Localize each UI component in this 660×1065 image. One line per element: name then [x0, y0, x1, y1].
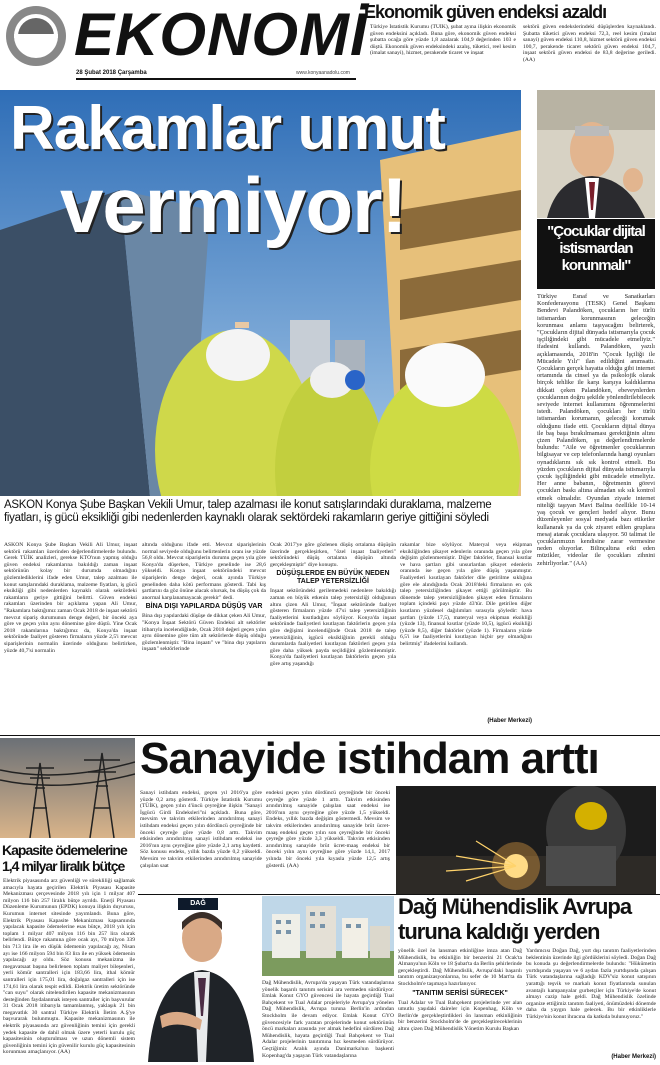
side-body: Türkiye Esnaf ve Sanatkarları Konfederasyonu (TESK) Genel Başkanı Bendevi Palandöken, çocukların her türlü istismardan korunmasının geleceğin korunması anlamı taşıyacağını belirterek, "Çocukların dijital dünyada istismarıyla çocuk işçiliğindeki gibi mücadele etmeliyiz." ifadesini kullandı. Palandöken, yazılı açıklamasında, 2018'in "Çocuk İşçiliği ile Mücadele Yılı" ilan edildiğini anımsattı. Çocukların gerçek hayatta olduğu gibi internet ortamında da cinsel ya da psikolojik olarak birçok tehlike ile karşı karşıya kaldıklarına dikkati çeken Palandöken, ebeveynlerden çocuklarının doğru şekilde yönlendirilebilecek seviyede internet kullanımını öğrenmelerini istedi. Palandöken, çocukları her türlü istismardan korumanın, geleceği korumak olduğunu ifade etti. Çocukların dijital dünya ile baş başa bırakılmaması gerektiğinin altını çizen Palandöken, şu değerlendirmelerde bulundu: "Aile ve öğretmenler çocuklarının bilgisayar ve cep telefonlarında hangi oyunları oynadıklarını sık sık kontrol etmeli. Bu yüzden çocukların dijital dünyada istismarıyla çocuk işçiliğindeki gibi mücadele etmeliyiz. Her anne babanın, öğretmenin görevi çocukları baskı altına almadan sık sık kontrol etmek olmalıdır. Oyundan ziyade internet niteliği taşıyan Mavi Balina özellikle 10-14 yaş çocuk ve gençleri hedef alıyor. Bunu düzenleyenler sosyal medyada bazı etiketler kullanarak ya da çok ziyaret edilen gruplara mesaj atarak çocuklara ulaşıyor. 50 talimat ile çocuklarımızın kendisine zarar vermesine neden oluyorlar. Bilinçaltına etki eden müzikler, videolar ile çocukları zihnini zehirliyorlar." (AA) [537, 293, 655, 567]
capacity-headline: Kapasite ödemelerine 1,4 milyar liralık bütçe [2, 842, 127, 874]
main-col4 [400, 542, 532, 732]
main-subhead-1: BİNA DIŞI YAPILARDA DÜŞÜŞ VAR [145, 603, 263, 611]
dag-credit: (Haber Merkezi) [611, 1054, 656, 1060]
main-credit: (Haber Merkezi) [487, 718, 532, 724]
dag-headline-line2: turuna kaldığı yerden [398, 919, 600, 944]
main-subhead-2: DÜŞÜŞLERDE EN BÜYÜK NEDEN TALEP YETERSİZLİĞİ [276, 570, 390, 586]
dag-col3-text: Yardımcısı Doğan Dağ, yurt dışı tanıtım faaliyetlerinden beklentinin üzerinde ilgi gördüklerini söyledi. Doğan Dağ bu konuda şu değerlendirmelerde bulundu: "Hükümetin yurtdışında yaşayan ve 6 aydan fazla yurtdışında çalışan Türk vatandaşlarına sağladığı KDV'siz konut satışının yarattığı teşvik ve markalı konut fiyatlarında sunulan avantajlı kampanyalar gurbetçiler için Türkiye'de konut almayı cazip hale geldi. Dağ Mühendislik özelinde organize ettiğimiz tanıtım faaliyeti, önümüzdeki dönemde daha da yaygın hale gelecek. Bu bir etkinliklerle Türkiye'nin konut ihracına da katkıda bulunuyoruz." [526, 948, 656, 1020]
main-col2b-text: Bina dışı yapılardaki düşüşe de dikkat çeken Ali Umur, "Konya İnşaat Sektörü Güven Endeksi alt sektörler itibarıyla incelendiğinde, Ocak 2018 değeri geçen yılın aynı dönemine göre tüm alt sektörlerde düşüş olduğu gözlemlenmiştir. "Bina inşaatı" ve "bina dışı yapıların inşaatı" sektörlerinde [142, 613, 266, 653]
dag-col2b-text: Tual Adalar ve Tual Bahçekent projelerinde yer alan umutlu yaşıdaki daireler için Kopenhag, Köln ve Berlin'de gerçekleştirdikleri ön lansman etkinliğinin bir benzerini Stockholm'de de gerçekleştireceklerinin altını çizen Dağ Mühendislik Yönetim Kurulu Başkan [398, 999, 522, 1032]
main-col3 [270, 542, 396, 732]
main-headline-line2: vermiyor! [60, 161, 407, 249]
side-headline: "Çocuklar dijital istismardan korunmalı" [547, 223, 645, 274]
top-story-headline: Ekonomik güven endeksi azaldı [364, 2, 607, 22]
masthead-rule [76, 78, 356, 80]
top-story-col1: Türkiye İstatistik Kurumu (TÜİK), şubat ayına ilişkin ekonomik güven endeksini açıkladı. Buna göre, ekonomik güven endeksi şubatta ocağa göre yüzde 1,8 azalarak 104,9 değerinden 103 e düştü. Ekonomik güven endeksindeki azalış, tüketici, reel kesim (imalat sanayi), hizmet, perakende ticaret ve inşaat [370, 24, 516, 57]
side-headline-box [537, 219, 655, 289]
dag-subhead: "TANITIM SERİSİ SÜRECEK" [412, 989, 508, 997]
building-photo [262, 896, 394, 976]
main-col3-text: Ocak 2017'ye göre gözlenen düşüş ortalama düşüşün üzerinde gerçekleşirken, "özel inşaat faaliyetleri" sektöründeki düşüş ortalama düşüşün altında gerçekleşmiştir" diye konuştu. [270, 542, 396, 568]
industry-col2: endeksi geçen yılın dördüncü çeyreğinde bir önceki çeyreğe göre yüzde 1 arttı. Takvim etkisinden arındırılmış sanayide çalışılan saat endeksi ise 2016'nın aynı çeyreğine göre yüzde 1,5 yükseldi. Endeks, yıllık bazda değişim göstermedi. Mevsim ve takvim etkilerinden arındırılmış sanayide brüt ücret-maaş endeksi geçen yılın son çeyreğinde bir önceki çeyreğe göre yüzde 3,3 yükseldi. Takvim etkisinden arındırılmış sanayide brüt ücret-maaş endeksi bir önceki yılın aynı çeyreğine göre yüzde 14,1, 2017 yılında bir önceki yıla kıyasla yüzde 12,5 artış gösterdi. (AA) [266, 790, 390, 869]
dag-col1: Dağ Mühendislik, Avrupa'da yaşayan Türk vatandaşlarına yönelik başarılı tanıtım serisini ara vermeden sürdürüyor. Emlak Konut GYO güvencesi ile hayata geçirdiği Tual Bahçekent ve Tual Adalar projeleriyle Avrupa'ya yönelen Dağ Mühendislik, Avrupa turuna Berlin'in ardından Stockholm ile devam ediyor. Emlak Konut GYO güvencesiyle fark yaratan projelerinde konut sektörünün öncü markaları arasında yer almak hedefini sürdüren Dağ Mühendislik, hayata geçirdiği Tual Bahçekent ve Tual Adalar projelerinin tanıtımına hız kesmeden sürdürüyor. Geçtiğimiz Aralık ayında Danimarka'nın başkenti Kopenhag'da yaşayan Türk vatandaşlarına [262, 980, 394, 1059]
main-col2 [142, 542, 266, 732]
main-col2-text: altında olduğunu ifade etti. Mevcut siparişlerinin normal seviyede olduğunu belirtenlerin oranı ise yüzde 56,8 oldu. Mevcut siparişlerin durumu geçen yıla göre Konya'da düşerken, Türkiye genelinde ise 28,6 yükseldi. Konya inşaat sektöründeki mevcut siparişlerin denge değeri, ocak ayında Türkiye genelinden daha kötü performans gösterdi. Tabi kış şartlarını da göz önüne alacak olursak, bu düşüş çok da anormal karşılanamayacak gerekir" dedi. [142, 542, 266, 601]
masthead-date: 28 Şubat 2018 Çarşamba [76, 70, 147, 76]
masthead-website[interactable]: www.konyaanadolu.com [296, 70, 350, 76]
dag-logo-text: DAĞ [190, 900, 206, 907]
dag-col2 [398, 948, 522, 1064]
industry-headline: Sanayide istihdam arttı [140, 734, 599, 783]
masthead [0, 0, 660, 84]
main-photo [0, 90, 521, 496]
dag-col3 [526, 948, 656, 1064]
industry-col1: Sanayi istihdam endeksi, geçen yıl 2016'ya göre yüzde 0,2 artış gösterdi. Türkiye İstatistik Kurumu (TÜİK), geçen yılın 4'üncü çeyreğine ilişkin "Sanayi İşgücü Girdi Endeksleri"ni açıkladı. Buna göre, mevsim ve takvim etkilerinden arındırılmış sanayi istihdam endeksi geçen yılın dördüncü çeyreğinde bir önceki çeyreğe göre yüzde 0,8 arttı. Takvim etkisinden arındırılmış sanayi istihdam endeksi ise 2016'nın aynı çeyreğine göre yüzde 2,1 artış kaydetti. Söz konusu endeks, yıllık bazda yüzde 0,2 yükseldi. Mevsim ve takvim etkilerinden arındırılmış sanayide çalışılan saat [140, 790, 262, 869]
top-story-col2: sektörü güven endekslerindeki düşüşlerden kaynaklandı. Şubatta tüketici güven endeksi 72,3, reel kesim (imalat sanayi) güven endeksi 110,8, hizmet sektörü güven endeksi 100,7, perakende ticaret sektörü güven endeksi 104,7, inşaat sektörü güven endeksi de 83,8 değerine geriledi. (AA) [523, 24, 656, 63]
main-col4-text: rakamlar bize söylüyor. Materyal veya ekipman eksikliğinden şikayet edenlerin oranında geçen yıla göre değişim gözlenmemiştir. Diğer faktörler, finansal kısıtlar ve hava şartları gibi unsurlardan şikayet edenlerin oranında ise geçen yıla göre düşüş yaşanmıştır. Faaliyetleri kısıtlayan faktörler dile getirilme sıklığına göre ele alındığında Ocak 2018'deki firmaların en çok talep yetersizliğinden şikayet ettiği görülmüştür. Bu dönemde talep yetersizliğinden şikayet eden firmaların toplam içindeki payı yüzde 43'tür. Dile getirilen diğer kısıtların yüzdesel dağılımları sırasıyla şöyledir: hava şartları (yüzde 17,5), materyal veya ekipman eksikliği (yüzde 13), finansal kısıtlar (yüzde 10,5), işgücü eksikliği (yüzde 8,5), diğer faktörler (yüzde 1). Firmaların yüzde 6,5'i ise faaliyetlerini kısıtlayan hiçbir şey olmadığını belirtmiş" ifadelerini kullandı. [400, 542, 532, 647]
dag-headline-line1: Dağ Mühendislik Avrupa [398, 894, 632, 919]
logo-text: EKONOMİ [74, 1, 368, 68]
dag-col2-text: yönelik özel ön lansman etkinliğine imza atan Dağ Mühendislik, bu etkinliğin bir benzerini 21 Ocak'ta Almanya'nın Köln ve 18 Şubat'ta da Berlin şehirlerinde gerçekleştirdi. Dağ Mühendislik, Avrupa'daki başarılı tanıtım organizasyonlarına, bu sefer de 10 Mart'ta da Stockholm'e taşımaya hazırlanıyor. [398, 948, 522, 987]
main-col3b-text: İnşaat sektöründeki gerilemedeki nedenlere bakıldığı zaman en büyük etkenin talep yetersizliği olduğunun altını çizen Ali Umur, "İnşaat sektöründe faaliyet gösteren firmaların yüzde 47'si talep yetersizliğinin faaliyetlerini kısıtladığını söylüyor. Konya'da inşaat sektöründe faaliyetleri kısıtlayan faktörlerin geçen yıla göre değişimi incelendiğinde Ocak 2018 de talep yetersizliğinin, işgücü eksikliğinin gerekli olduğu durumlarda faaliyetleri kısıtlayan faktörleri geçen yıla göre daha yüksek payda seçildiğini gözlemlenmiştir. Konya'da faaliyetleri kısıtlayan faktörlerin geçen yıla göre artış yaşandığı [270, 588, 396, 667]
main-col1: ASKON Konya Şube Başkan Vekili Ali Umur, inşaat sektörü rakamları üzerinden değerlendirmelerde bulundu. Gerek TÜİK analizleri, gerekse KTO'nun yapmış olduğu güven endeksi rakamlarına bakıldığı zaman inşaat sektörünün kolay bir durumda olmadığını gözlemlediklerini ifade eden Umur, talep azalması ile konut satışlarındaki duraklama, malzeme fiyatları, iş gücü eksikliği gibi nedenlerden kaynaklı olarak sektördeki rakamların geriye gittiğini belirtti. Güven endeksi rakamları üzerinden bir açıklama yapan Ali Umur, "Rakamlara baktığımız zaman Ocak 2018 de inşaat sektörü mevcut sipariş durumunun denge değeri, bir önceki aya göre ve geçen yılın aynı dönemine göre düştü. Yine Ocak 2018 rakamlarına baktığımız da, Konya'da inşaat sektöründe faaliyet gösteren firmaların yüzde 2,5'i mevcut siparişlerinin normalin üzerinde olduğunu belirtirken, yüzde 40,7'si normalin [4, 542, 137, 654]
logo-emblem-icon [4, 4, 68, 68]
dag-portrait [140, 896, 258, 1062]
main-headline-line1: Rakamlar umut [10, 94, 445, 163]
main-deck: ASKON Konya Şube Başkan Vekili Umur, talep azalması ile konut satışlarındaki duraklama, malzeme fiyatları, iş gücü eksikliği gibi nedenlerden kaynaklı olarak sektördeki rakamların geriye gittiğini söyledi [4, 499, 492, 524]
pylon-photo [0, 738, 135, 838]
dag-logo [178, 898, 218, 910]
capacity-body: Elektrik piyasasında arz güvenliği ve sürekliliği sağlamak amacıyla hayata geçirilen Elektrik Piyasası Kapasite Mekanizması çerçevesinde 2018 yılı için 1 milyar 407 milyon 116 bin 257 liralık bütçe ayrıldı. Enerji Piyasası Düzenleme Kurumunun (EPDK) konuya ilişkin duyurusu, Kurumun internet sitesinde yayımlandı. Buna göre, Elektrik Piyasası Kapasite Mekanizması kapsamında yapılacak kapasite ödemelerine esas bütçe, 2018 yılı için toplam 1 milyar 407 milyon 116 bin 257 lira olarak belirlendi. Bütçe rakamına göre ocak ayı, 70 milyon 339 bin 713 lira ile en düşük ödemenin yapılacağı ay, Nisan ayı ise 166 milyon 594 bin 83 lira ile en yüksek ödemenin yapılacağı ay oldu. Söz konusu mekanizma ile megavatsaat başına belirlenen toplam maliyet bileşenleri, yerli kömür santralleri için 183,66 lira, ithal kömür santralleri için 175,01 lira, doğalgaz santralleri için ise 174,61 lira olarak tespit edildi. Elektrik üretim sektöründe "can suyu" olarak nitelendirilen kapasite mekanizmasının desteğinden faydalanmak isteyen santraller için başvurular 31 Ocak 2018 itibarıyla tamamlanmış, yaklaşık 21 bin megavatlık 30 santral Türkiye Elektrik İletim A.Ş'ye başvurarak bulunmuştu. Kapasite mekanizmasının ile elektrik piyasasında arz güvenliğinin temini için gerekli yedek kapasite de dahil olmak üzere yeterli kurulu güç kapasitesinin oluşturulması ve uzun dönemli sistem güvenliğinin temini için güvenilir kurulu güç kapasitesinin korunması amaçlanıyor. (AA) [3, 878, 135, 1056]
welding-photo [396, 786, 656, 894]
side-portrait [537, 90, 655, 218]
